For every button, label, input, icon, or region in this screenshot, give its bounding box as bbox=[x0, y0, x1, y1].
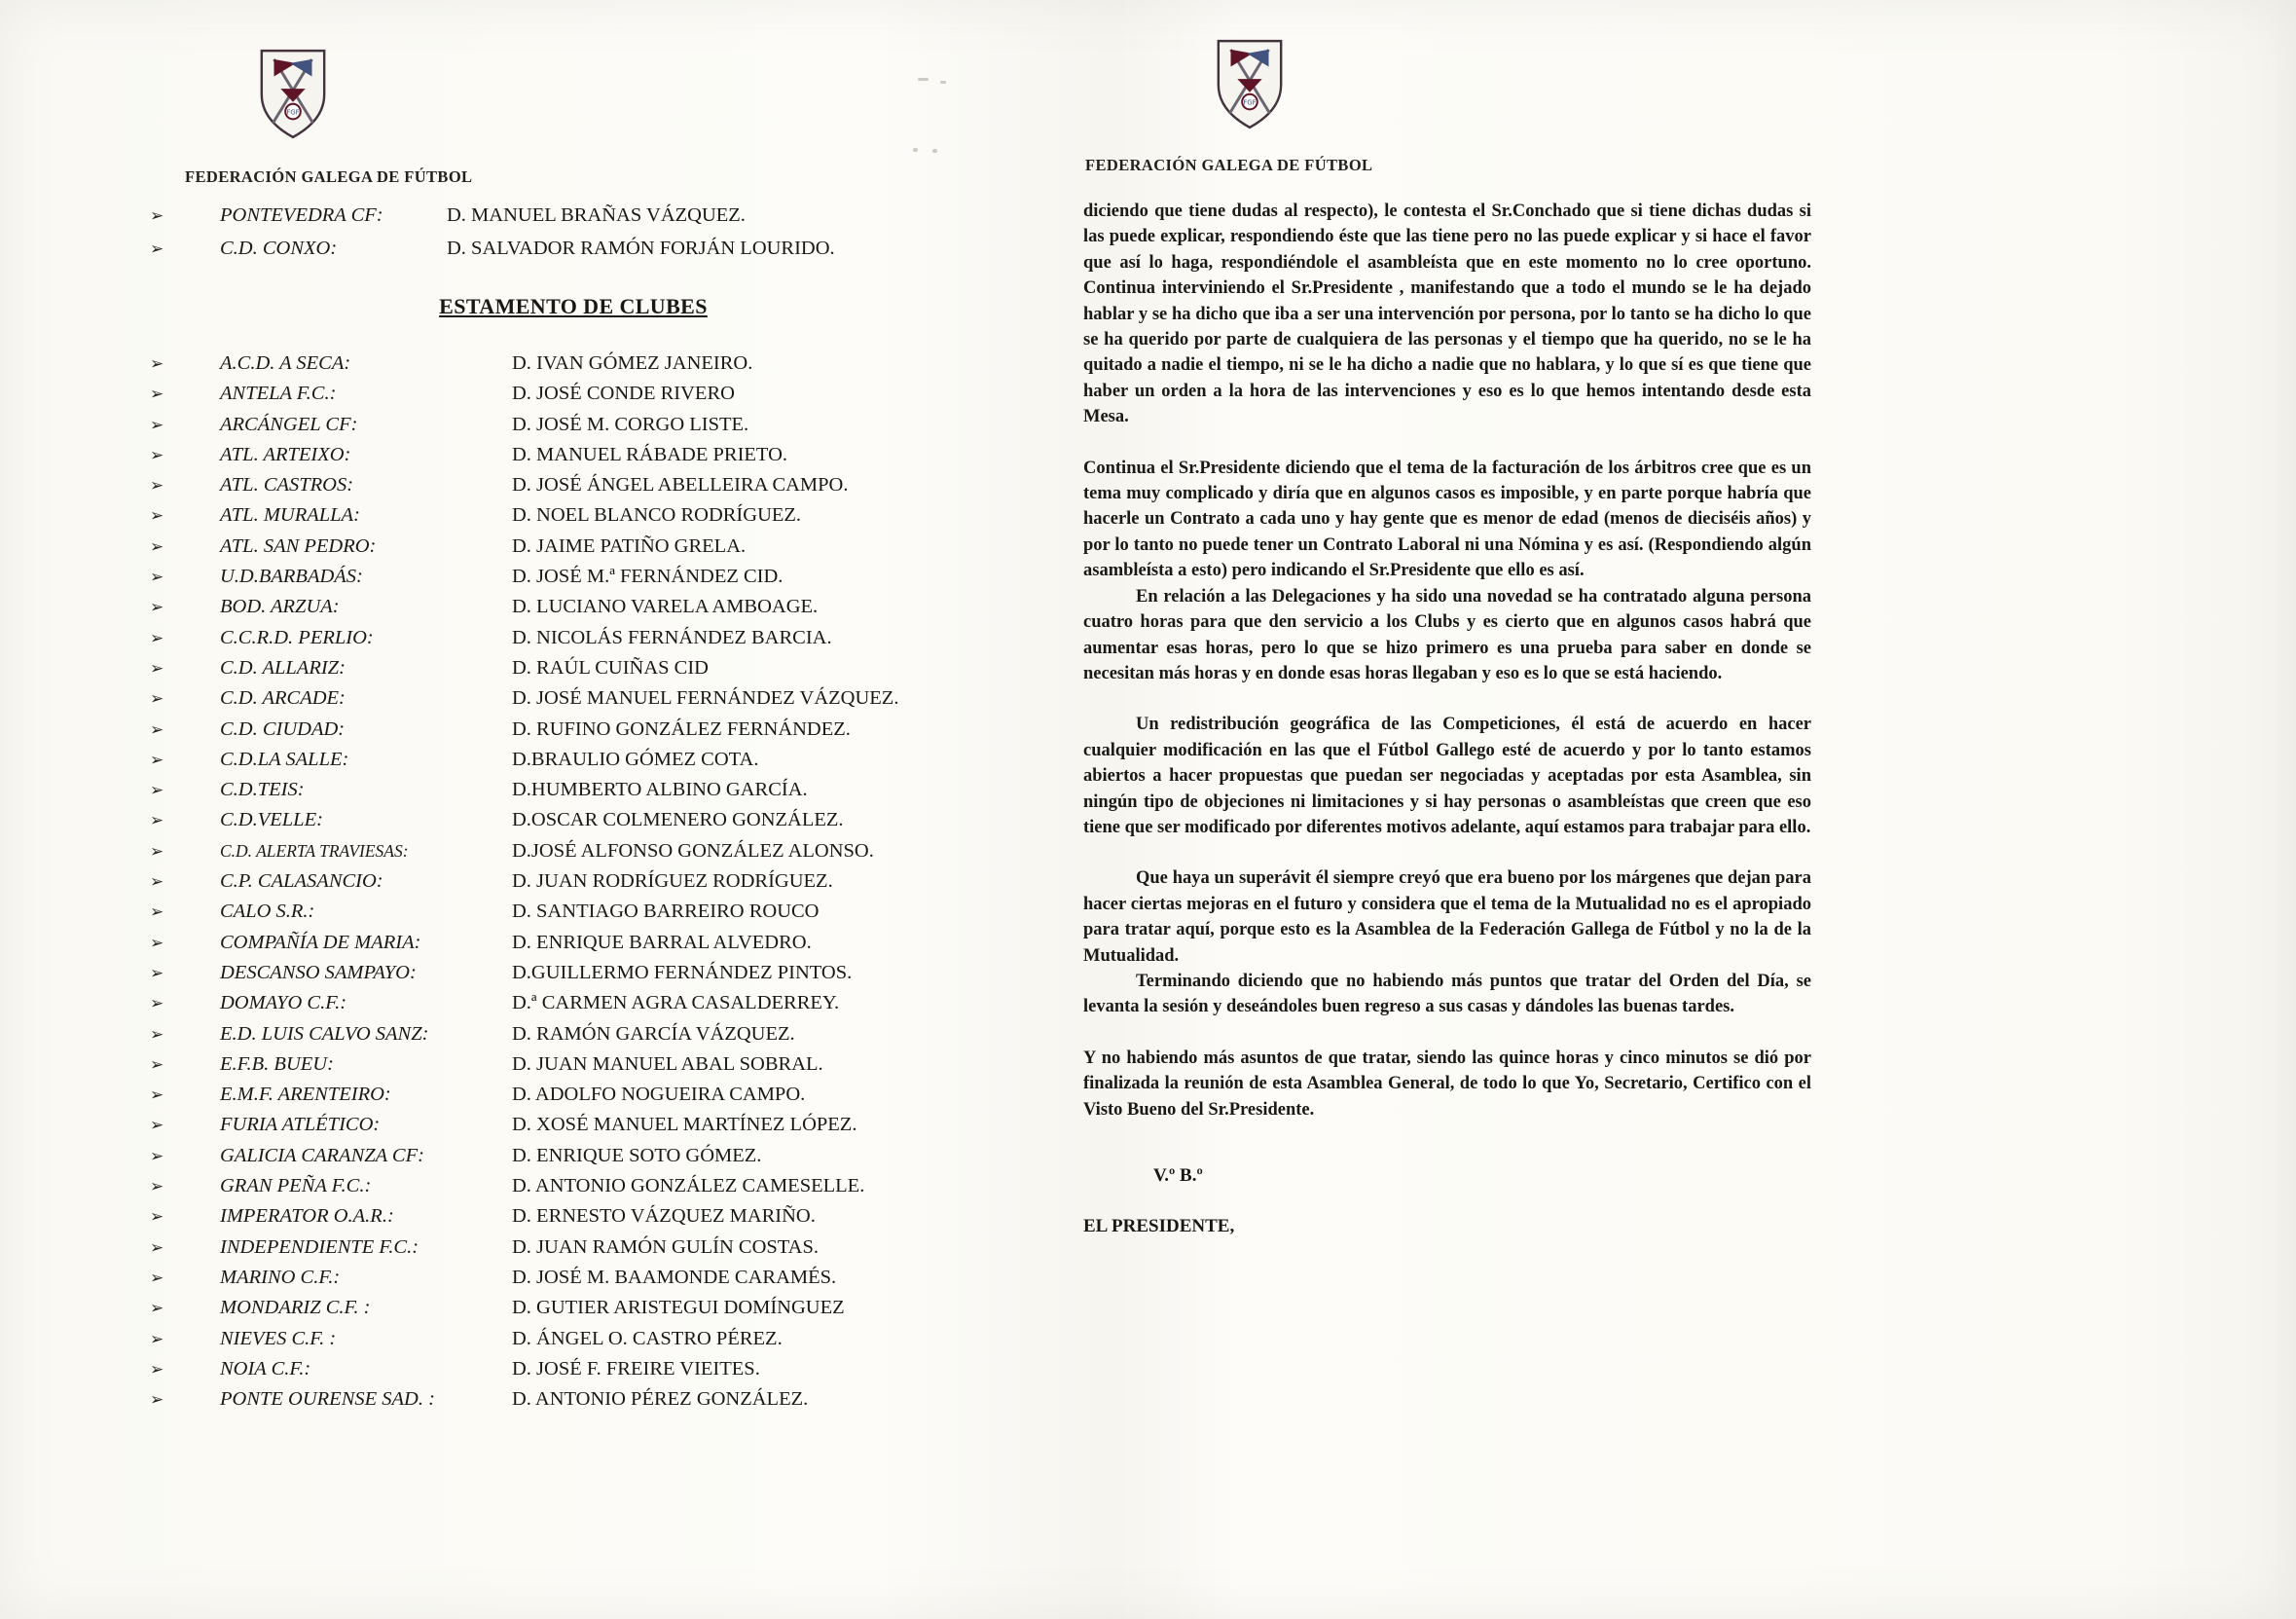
paragraph: Terminando diciendo que no habiendo más puntos que tratar del Orden del Día, se levanta la sesión y deseándoles buen regreso a sus casas y dándoles las buenas tardes. bbox=[1083, 971, 1811, 1017]
delegate-name: D. SANTIAGO BARREIRO ROUCO bbox=[512, 901, 820, 923]
arrow-bullet-icon: ➢ bbox=[150, 506, 164, 527]
pre-club-list bbox=[146, 204, 925, 271]
arrow-bullet-icon: ➢ bbox=[150, 1054, 164, 1075]
club-name: MARINO C.F.: bbox=[220, 1266, 341, 1288]
club-name: GALICIA CARANZA CF: bbox=[220, 1144, 424, 1166]
delegate-name: D.ª CARMEN AGRA CASALDERREY. bbox=[512, 992, 840, 1014]
delegate-name: D. JOSÉ M. CORGO LISTE. bbox=[512, 413, 749, 435]
arrow-bullet-icon: ➢ bbox=[150, 568, 164, 588]
arrow-bullet-icon: ➢ bbox=[150, 841, 164, 862]
club-name: C.P. CALASANCIO: bbox=[220, 870, 383, 893]
club-row bbox=[146, 840, 925, 870]
delegate-name: D. ERNESTO VÁZQUEZ MARIÑO. bbox=[512, 1205, 816, 1228]
club-row bbox=[146, 1053, 925, 1084]
delegate-name: D. ANTONIO GONZÁLEZ CAMESELLE. bbox=[512, 1175, 865, 1197]
club-row bbox=[146, 718, 925, 749]
club-name: CALO S.R.: bbox=[220, 901, 315, 923]
club-name: E.F.B. BUEU: bbox=[220, 1052, 334, 1075]
delegate-name: D.BRAULIO GÓMEZ COTA. bbox=[512, 748, 759, 770]
delegate-name: D. JUAN RAMÓN GULÍN COSTAS. bbox=[512, 1235, 819, 1258]
scan-artifact bbox=[940, 81, 946, 84]
delegate-name: D. JOSÉ MANUEL FERNÁNDEZ VÁZQUEZ. bbox=[512, 687, 899, 710]
delegate-name: D. ANTONIO PÉREZ GONZÁLEZ. bbox=[512, 1388, 809, 1411]
club-name: C.D. CIUDAD: bbox=[220, 718, 346, 740]
club-list bbox=[146, 352, 925, 1418]
arrow-bullet-icon: ➢ bbox=[150, 902, 164, 923]
delegate-name: D. ENRIQUE BARRAL ALVEDRO. bbox=[512, 931, 812, 953]
club-row bbox=[146, 352, 925, 383]
arrow-bullet-icon: ➢ bbox=[150, 445, 164, 465]
arrow-bullet-icon: ➢ bbox=[150, 1390, 164, 1411]
arrow-bullet-icon: ➢ bbox=[150, 750, 164, 770]
club-row bbox=[146, 1205, 925, 1235]
arrow-bullet-icon: ➢ bbox=[150, 206, 164, 226]
club-row bbox=[146, 383, 925, 413]
arrow-bullet-icon: ➢ bbox=[150, 811, 164, 831]
club-row bbox=[146, 204, 925, 238]
club-name: INDEPENDIENTE F.C.: bbox=[220, 1235, 419, 1258]
club-row bbox=[146, 1175, 925, 1205]
club-name: IMPERATOR O.A.R.: bbox=[220, 1205, 394, 1228]
club-row bbox=[146, 1236, 925, 1267]
svg-text:FGF: FGF bbox=[286, 108, 300, 117]
club-row bbox=[146, 962, 925, 992]
delegate-name: D. NOEL BLANCO RODRÍGUEZ. bbox=[512, 504, 802, 527]
delegate-name: D. NICOLÁS FERNÁNDEZ BARCIA. bbox=[512, 626, 832, 648]
paragraph: diciendo que tiene dudas al respecto), le contesta el Sr.Conchado que si tiene dichas dudas si las puede explicar, respondiendo éste que las tiene pero no las puede explicar y si hace el favor que así lo haga, respondiéndole el asambleísta que en este momento no lo cree oportuno. Continua interviniendo el Sr.Presidente , manifestando que a todo el mundo se le ha dejado hablar y se ha dicho que iba a ser una intervención por persona, por lo tanto se ha dicho lo que se ha querido por parte de cualquiera de las personas y el tiempo que ha querido, no se le ha quitado a nadie el tiempo, ni se le ha dicho a nadie que no hablara, y lo que sí es que tiene que haber un orden a la hora de las intervenciones y eso es lo que hemos intentando desde esta Mesa. bbox=[1083, 202, 1811, 427]
delegate-name: D. XOSÉ MANUEL MARTÍNEZ LÓPEZ. bbox=[512, 1114, 857, 1136]
arrow-bullet-icon: ➢ bbox=[150, 933, 164, 953]
org-name: FEDERACIÓN GALEGA DE FÚTBOL bbox=[1085, 156, 1373, 174]
delegate-name: D. MANUEL RÁBADE PRIETO. bbox=[512, 443, 788, 465]
arrow-bullet-icon: ➢ bbox=[150, 1085, 164, 1106]
club-name: MONDARIZ C.F. : bbox=[220, 1297, 371, 1319]
club-row bbox=[146, 1145, 925, 1175]
delegate-name: D. JOSÉ M.ª FERNÁNDEZ CID. bbox=[512, 566, 784, 588]
club-row bbox=[146, 596, 925, 626]
arrow-bullet-icon: ➢ bbox=[150, 994, 164, 1014]
club-name: C.D.LA SALLE: bbox=[220, 748, 349, 770]
visto-bueno: V.º B.º bbox=[1153, 1165, 1203, 1186]
arrow-bullet-icon: ➢ bbox=[150, 536, 164, 557]
arrow-bullet-icon: ➢ bbox=[150, 1359, 164, 1380]
delegate-name: D. JOSÉ F. FREIRE VIEITES. bbox=[512, 1357, 760, 1380]
club-name: ATL. MURALLA: bbox=[220, 504, 360, 527]
arrow-bullet-icon: ➢ bbox=[150, 963, 164, 983]
club-name: ATL. CASTROS: bbox=[220, 474, 354, 497]
club-name: PONTEVEDRA CF: bbox=[220, 204, 383, 226]
club-row bbox=[146, 932, 925, 962]
club-row bbox=[146, 504, 925, 534]
federation-crest-icon bbox=[1212, 37, 1288, 132]
arrow-bullet-icon: ➢ bbox=[150, 385, 164, 405]
delegate-name: D. JOSÉ ÁNGEL ABELLEIRA CAMPO. bbox=[512, 474, 849, 497]
delegate-name: D. LUCIANO VARELA AMBOAGE. bbox=[512, 596, 819, 618]
delegate-name: D. SALVADOR RAMÓN FORJÁN LOURIDO. bbox=[447, 238, 835, 259]
club-name: ATL. ARTEIXO: bbox=[220, 443, 351, 465]
arrow-bullet-icon: ➢ bbox=[150, 415, 164, 435]
club-row bbox=[146, 414, 925, 444]
club-row bbox=[146, 1297, 925, 1327]
arrow-bullet-icon: ➢ bbox=[150, 1177, 164, 1197]
federation-crest bbox=[1212, 37, 1288, 132]
paragraph: Que haya un superávit él siempre creyó que era bueno por los márgenes que dejan para hacer ciertas mejoras en el futuro y considera que el tema de la Mutualidad no es el apropiado para tratar aquí, porque esto es la Asamblea de la Federación Gallega de Fútbol y no la de la Mutualidad. bbox=[1083, 868, 1811, 966]
arrow-bullet-icon: ➢ bbox=[150, 1146, 164, 1166]
club-name: C.D. CONXO: bbox=[220, 238, 338, 259]
delegate-name: D. JUAN MANUEL ABAL SOBRAL. bbox=[512, 1052, 823, 1075]
arrow-bullet-icon: ➢ bbox=[150, 658, 164, 679]
club-row bbox=[146, 474, 925, 504]
svg-text:FGF: FGF bbox=[1243, 98, 1257, 107]
delegate-name: D.HUMBERTO ALBINO GARCÍA. bbox=[512, 779, 808, 801]
federation-crest-icon bbox=[255, 47, 331, 142]
club-row bbox=[146, 444, 925, 474]
club-row bbox=[146, 687, 925, 718]
club-name: ARCÁNGEL CF: bbox=[220, 413, 358, 435]
org-name: FEDERACIÓN GALEGA DE FÚTBOL bbox=[185, 167, 473, 186]
federation-crest bbox=[255, 47, 331, 142]
club-name: NIEVES C.F. : bbox=[220, 1327, 337, 1349]
arrow-bullet-icon: ➢ bbox=[150, 1116, 164, 1136]
arrow-bullet-icon: ➢ bbox=[150, 1268, 164, 1288]
club-name: A.C.D. A SECA: bbox=[220, 352, 351, 374]
arrow-bullet-icon: ➢ bbox=[150, 719, 164, 740]
club-name: E.D. LUIS CALVO SANZ: bbox=[220, 1022, 429, 1045]
club-row bbox=[146, 779, 925, 809]
president-signature-line: EL PRESIDENTE, bbox=[1083, 1216, 1235, 1236]
arrow-bullet-icon: ➢ bbox=[150, 689, 164, 710]
delegate-name: D. MANUEL BRAÑAS VÁZQUEZ. bbox=[447, 204, 746, 226]
club-row bbox=[146, 1084, 925, 1114]
club-name: C.D. ALLARIZ: bbox=[220, 656, 346, 679]
delegate-name: D.JOSÉ ALFONSO GONZÁLEZ ALONSO. bbox=[512, 839, 874, 862]
club-name: DOMAYO C.F.: bbox=[220, 992, 347, 1014]
delegate-name: D. JOSÉ M. BAAMONDE CARAMÉS. bbox=[512, 1266, 837, 1288]
club-row bbox=[146, 535, 925, 566]
paragraph: Continua el Sr.Presidente diciendo que el tema de la facturación de los árbitros cree que es un tema muy complicado y diría que en algunos casos es imposible, y en parte porque habría que hacerle un Contrato a cada uno y hay gente que es menor de edad (menos de dieciséis años) y por lo tanto no puede tener un Contrato Laboral ni una Nómina y es así. (Respondiendo algún asambleísta a esto) pero indicando el Sr.Presidente que ello es así. bbox=[1083, 458, 1811, 581]
paragraph: En relación a las Delegaciones y ha sido una novedad se ha contratado alguna persona cuatro horas para que den servicio a los Clubs y es cierto que en algunos casos habrá que aumentar esas horas, pero lo que se hizo primero es una prueba para saber en donde se necesitan más horas y en donde esas horas llegaban y eso es lo que se está haciendo. bbox=[1083, 586, 1811, 683]
club-row bbox=[146, 1114, 925, 1144]
club-name: C.D. ALERTA TRAVIESAS: bbox=[220, 840, 409, 861]
club-row bbox=[146, 238, 925, 271]
club-row bbox=[146, 809, 925, 839]
club-name: C.D. ARCADE: bbox=[220, 687, 346, 710]
delegate-name: D.OSCAR COLMENERO GONZÁLEZ. bbox=[512, 809, 844, 831]
delegate-name: D. ENRIQUE SOTO GÓMEZ. bbox=[512, 1144, 762, 1166]
arrow-bullet-icon: ➢ bbox=[150, 239, 164, 259]
scan-artifact bbox=[932, 149, 937, 153]
arrow-bullet-icon: ➢ bbox=[150, 476, 164, 497]
club-name: COMPAÑÍA DE MARIA: bbox=[220, 931, 421, 953]
club-row bbox=[146, 901, 925, 931]
club-row bbox=[146, 566, 925, 596]
club-name: FURIA ATLÉTICO: bbox=[220, 1114, 381, 1136]
delegate-name: D. ADOLFO NOGUEIRA CAMPO. bbox=[512, 1084, 806, 1106]
minutes-text bbox=[1083, 199, 1811, 1122]
club-row bbox=[146, 1023, 925, 1053]
club-name: DESCANSO SAMPAYO: bbox=[220, 961, 417, 983]
club-row bbox=[146, 749, 925, 779]
delegate-name: D. JOSÉ CONDE RIVERO bbox=[512, 383, 735, 405]
club-row bbox=[146, 627, 925, 657]
arrow-bullet-icon: ➢ bbox=[150, 1299, 164, 1319]
paragraph: Un redistribución geográfica de las Competiciones, él está de acuerdo en hacer cualquier modificación en las que el Fútbol Gallego esté de acuerdo y por lo tanto estamos abiertos a hacer propuestas que puedan ser negociadas y aceptadas por esta Asamblea, sin ningún tipo de objeciones ni limitaciones y si hay personas o asambleístas que creen que eso tiene que ser modificado por diferentes motivos adelante, aquí estamos para trabajar para ello. bbox=[1083, 715, 1811, 837]
club-row bbox=[146, 1358, 925, 1388]
delegate-name: D. RAMÓN GARCÍA VÁZQUEZ. bbox=[512, 1022, 795, 1045]
section-title: ESTAMENTO DE CLUBES bbox=[439, 294, 708, 318]
club-name: ANTELA F.C.: bbox=[220, 383, 337, 405]
delegate-name: D. IVAN GÓMEZ JANEIRO. bbox=[512, 352, 753, 374]
arrow-bullet-icon: ➢ bbox=[150, 1207, 164, 1228]
club-name: C.D.VELLE: bbox=[220, 809, 323, 831]
arrow-bullet-icon: ➢ bbox=[150, 1024, 164, 1045]
right-page bbox=[1083, 37, 1811, 1237]
arrow-bullet-icon: ➢ bbox=[150, 354, 164, 374]
club-row bbox=[146, 992, 925, 1022]
arrow-bullet-icon: ➢ bbox=[150, 628, 164, 648]
club-name: U.D.BARBADÁS: bbox=[220, 566, 363, 588]
club-row bbox=[146, 1328, 925, 1358]
club-row bbox=[146, 1388, 925, 1418]
club-row bbox=[146, 870, 925, 901]
delegate-name: D. RAÚL CUIÑAS CID bbox=[512, 656, 709, 679]
club-name: GRAN PEÑA F.C.: bbox=[220, 1175, 372, 1197]
club-name: C.C.R.D. PERLIO: bbox=[220, 626, 374, 648]
club-row bbox=[146, 1267, 925, 1297]
club-name: BOD. ARZUA: bbox=[220, 596, 340, 618]
left-page bbox=[146, 47, 925, 1418]
delegate-name: D. JAIME PATIÑO GRELA. bbox=[512, 534, 747, 557]
paragraph: Y no habiendo más asuntos de que tratar, siendo las quince horas y cinco minutos se dió por finalizada la reunión de esta Asamblea General, de todo lo que Yo, Secretario, Certifico con el Visto Bueno del Sr.Presidente. bbox=[1083, 1048, 1811, 1120]
club-name: ATL. SAN PEDRO: bbox=[220, 534, 377, 557]
arrow-bullet-icon: ➢ bbox=[150, 1329, 164, 1349]
arrow-bullet-icon: ➢ bbox=[150, 781, 164, 801]
club-name: E.M.F. ARENTEIRO: bbox=[220, 1084, 391, 1106]
club-name: NOIA C.F.: bbox=[220, 1357, 311, 1380]
delegate-name: D. ÁNGEL O. CASTRO PÉREZ. bbox=[512, 1327, 783, 1349]
arrow-bullet-icon: ➢ bbox=[150, 872, 164, 893]
club-row bbox=[146, 657, 925, 687]
delegate-name: D. RUFINO GONZÁLEZ FERNÁNDEZ. bbox=[512, 718, 851, 740]
club-name: C.D.TEIS: bbox=[220, 779, 305, 801]
arrow-bullet-icon: ➢ bbox=[150, 1237, 164, 1258]
delegate-name: D. JUAN RODRÍGUEZ RODRÍGUEZ. bbox=[512, 870, 833, 893]
arrow-bullet-icon: ➢ bbox=[150, 598, 164, 618]
delegate-name: D. GUTIER ARISTEGUI DOMÍNGUEZ bbox=[512, 1297, 845, 1319]
club-name: PONTE OURENSE SAD. : bbox=[220, 1388, 435, 1411]
delegate-name: D.GUILLERMO FERNÁNDEZ PINTOS. bbox=[512, 961, 853, 983]
